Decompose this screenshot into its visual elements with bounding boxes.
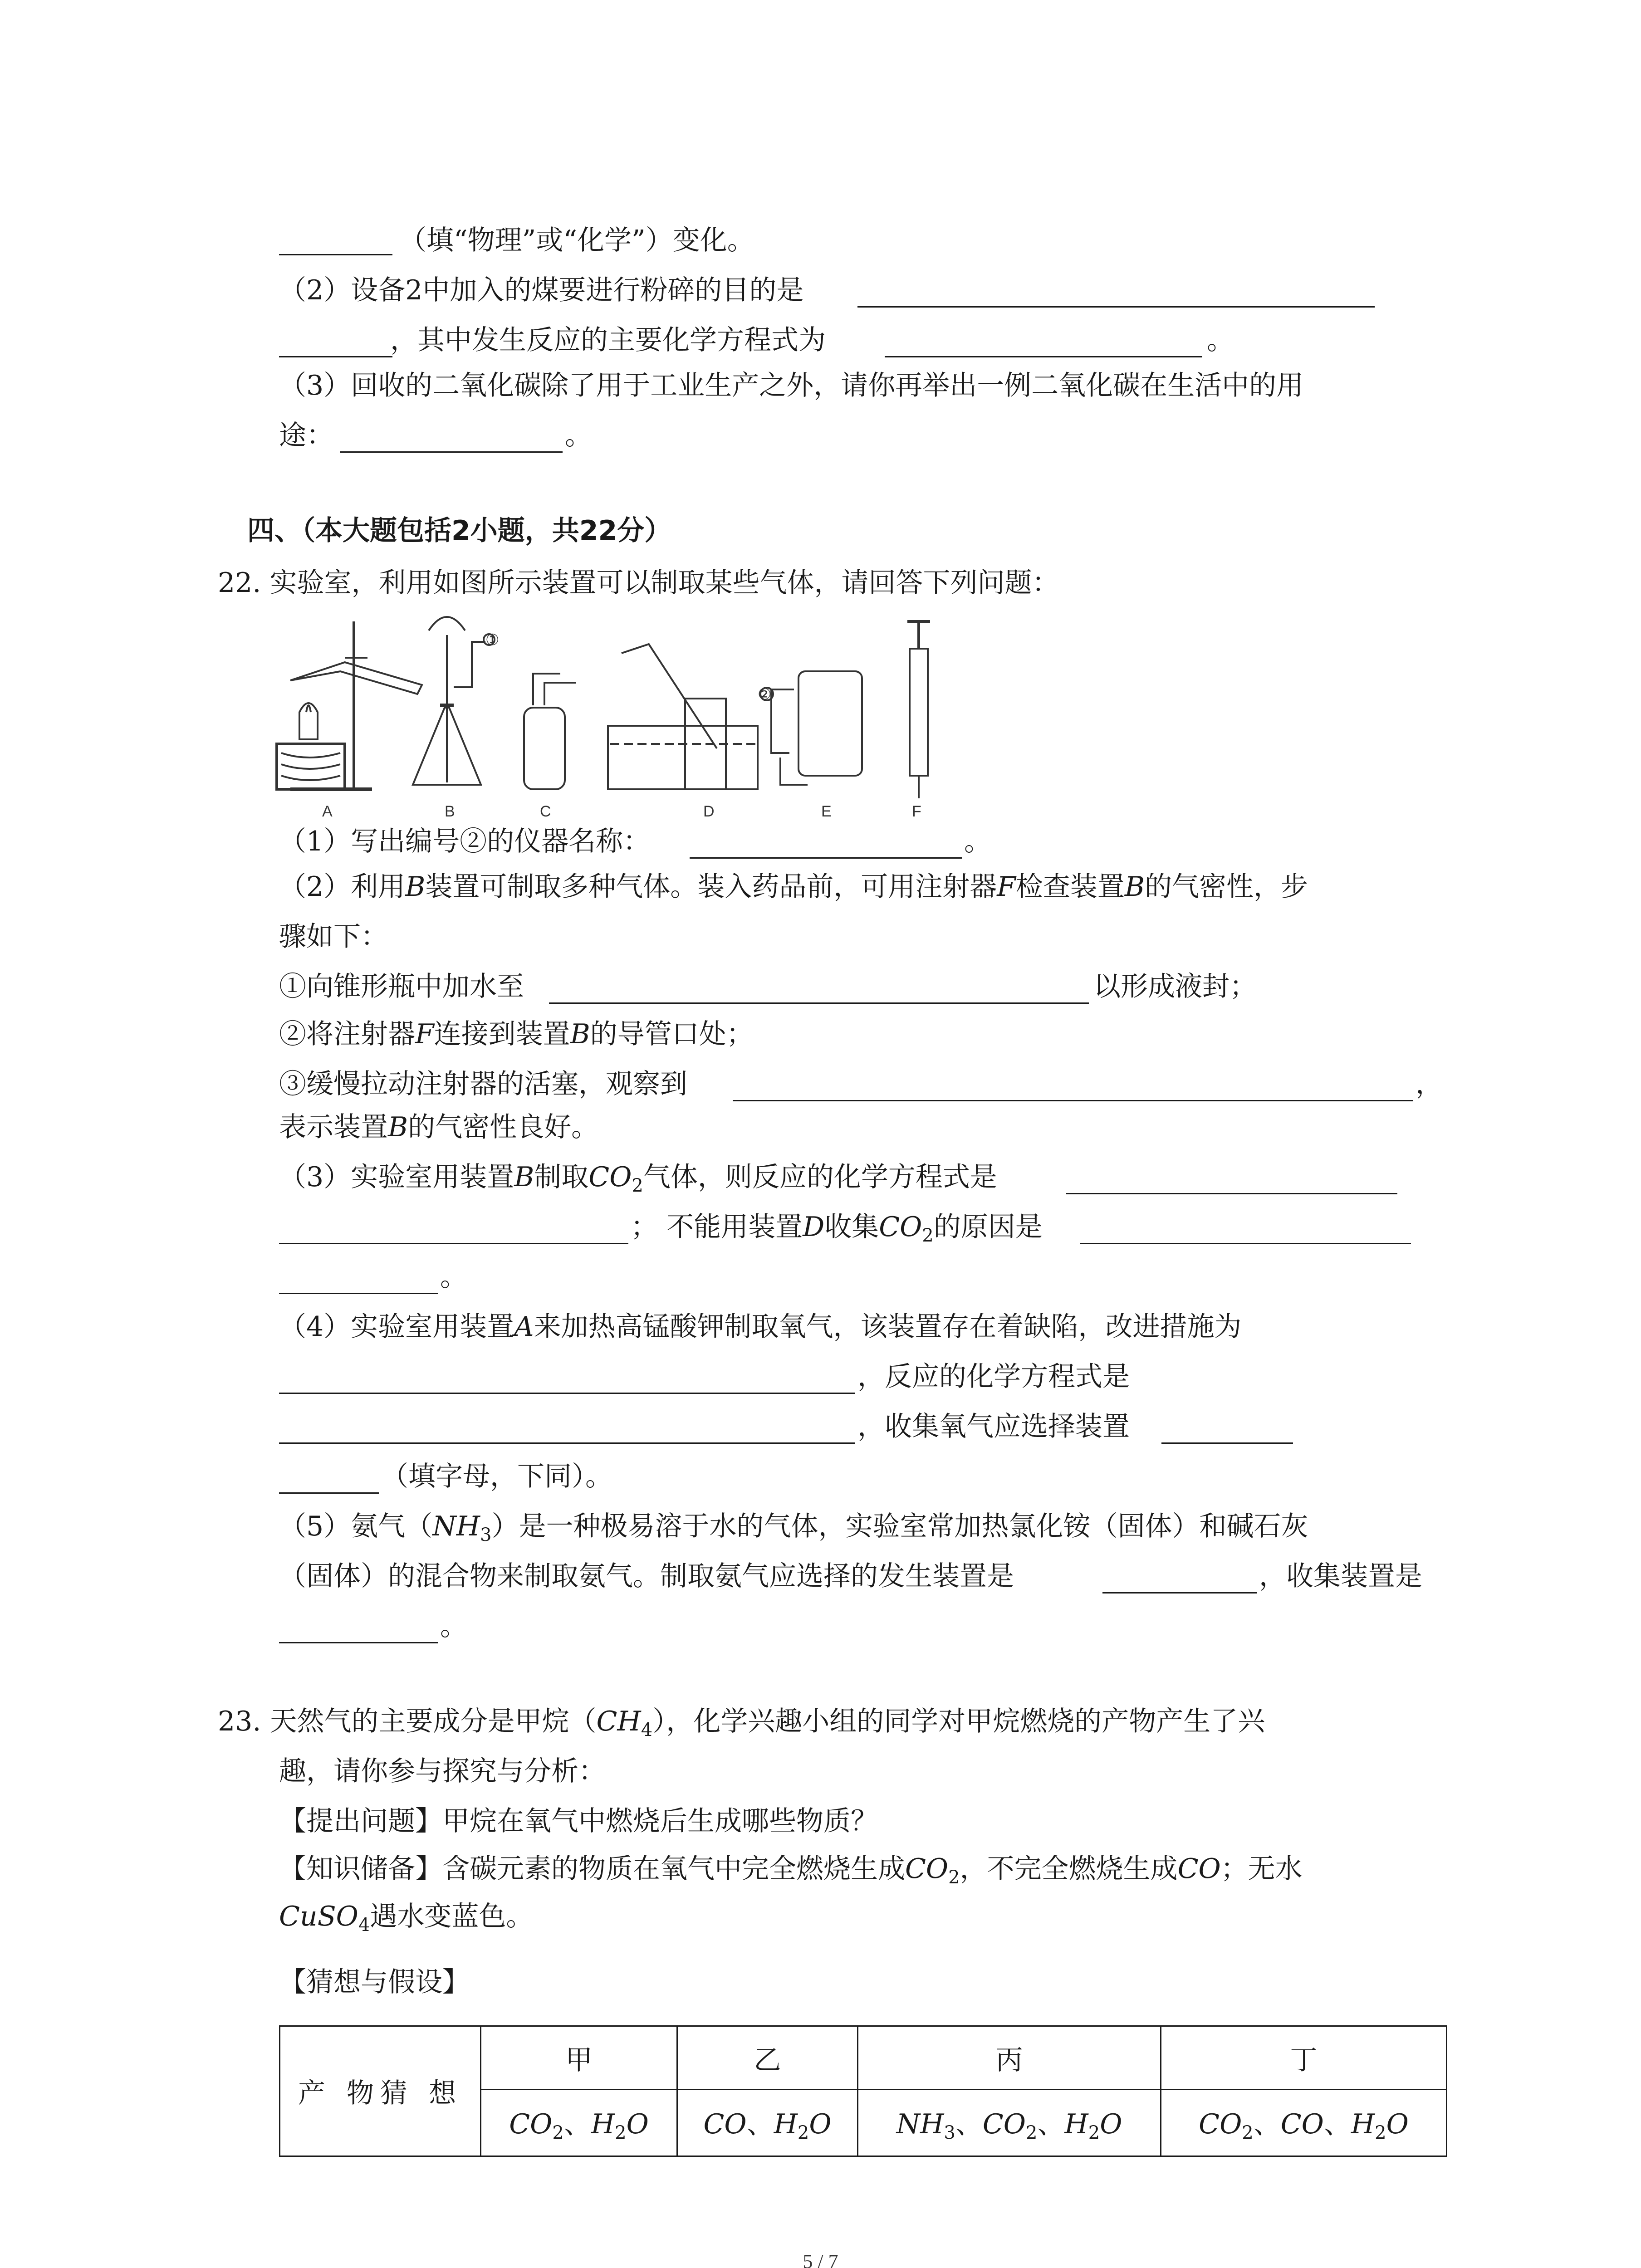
section-4-heading: 四、（本大题包括2小题，共22分） (247, 515, 672, 547)
sub: 2 (797, 2122, 809, 2144)
sym-co: CO (588, 1161, 632, 1193)
text: 的导管口处； (590, 1018, 754, 1050)
q23-stem-cont: 趣，请你参与探究与分析： (279, 1755, 606, 1787)
q22-1-prompt: （1）写出编号②的仪器名称： (279, 826, 651, 857)
q23-knowledge-cont (279, 1898, 533, 1943)
q23-stem (218, 1703, 1265, 1748)
punct: 。 (1207, 324, 1234, 356)
q22-3-blank-4[interactable] (279, 1293, 438, 1294)
text: ）是一种极易溶于水的气体，实验室常加热氯化铵（固体）和碱石灰 (491, 1510, 1308, 1542)
text: 来加热高锰酸钾制取氧气，该装置存在着缺陷，改进措施为 (534, 1311, 1242, 1343)
text: 装置可制取多种气体。装入药品前，可用注射器 (425, 871, 997, 903)
sym-o: O (1100, 2108, 1122, 2141)
sym-cu: Cu (279, 1901, 318, 1932)
punct: 。 (440, 1261, 467, 1293)
mark-2: ② (758, 686, 772, 703)
q22-3-blank-3[interactable] (1080, 1243, 1411, 1244)
sym-b: B (570, 1018, 590, 1050)
q22-4-note: （填字母，下同）。 (381, 1461, 612, 1492)
q22-3-blank-2[interactable] (279, 1243, 628, 1244)
sub: 2 (615, 2122, 627, 2144)
text: 气体，则反应的化学方程式是 (643, 1161, 997, 1193)
sym-o: O (1386, 2108, 1409, 2141)
cell-jia (481, 2090, 677, 2156)
sym-co: CO (509, 2108, 553, 2141)
text: 连接到装置 (434, 1018, 570, 1050)
q21-3-prompt-cont: 途： (279, 420, 333, 451)
punct: ， (1416, 1068, 1443, 1100)
col-header: 丙 (858, 2026, 1161, 2090)
apparatus-label-d: D (703, 803, 715, 820)
q22-3-blank-1[interactable] (1066, 1193, 1397, 1194)
sym-h: H (1351, 2108, 1375, 2141)
sub: 4 (358, 1915, 370, 1936)
sym-h: H (617, 1706, 641, 1737)
col-header: 丁 (1161, 2026, 1447, 2090)
q23-knowledge (279, 1851, 1303, 1896)
text: （2）利用 (279, 871, 406, 903)
q23-hypothesis-heading: 【猜想与假设】 (279, 1966, 470, 1998)
sym-s: S (317, 1901, 336, 1932)
sep: 、 (1253, 2108, 1281, 2141)
col-header: 乙 (677, 2026, 858, 2090)
step-1-blank[interactable] (549, 1002, 1089, 1004)
text: 制取 (534, 1161, 589, 1193)
sub: 2 (922, 1225, 934, 1246)
sub: 3 (944, 2122, 955, 2144)
apparatus-label-c: C (540, 803, 551, 820)
text: ；无水 (1220, 1853, 1303, 1885)
sym-b: B (514, 1161, 534, 1193)
sym-co: CO (1280, 2108, 1324, 2141)
sym-co: CO (905, 1853, 949, 1885)
sub: 4 (641, 1720, 653, 1740)
hypothesis-table (279, 2025, 1447, 2157)
q23-problem: 【提出问题】甲烷在氧气中燃烧后生成哪些物质？ (279, 1805, 878, 1837)
text: ②将注射器 (279, 1018, 415, 1050)
text: （3）实验室用装置 (279, 1161, 514, 1193)
sym-n: N (896, 2108, 921, 2141)
sym-n: N (432, 1510, 456, 1542)
sub: 2 (552, 2122, 564, 2144)
sep: 、 (955, 2108, 983, 2141)
q22-5-prompt (279, 1508, 1308, 1553)
sym-o: O (809, 2108, 832, 2141)
sym-h: H (456, 1510, 480, 1542)
col-header: 甲 (481, 2026, 677, 2090)
sym-co: CO (1199, 2108, 1242, 2141)
q22-2-prompt (279, 869, 1308, 905)
q22-stem: 22. 实验室，利用如图所示装置可以制取某些气体，请回答下列问题： (218, 567, 1059, 599)
sep: 、 (1037, 2108, 1065, 2141)
sym-f: F (997, 871, 1016, 903)
punct: 。 (964, 826, 991, 857)
apparatus-label-a: A (322, 803, 333, 820)
q21-2-blank-2[interactable] (279, 356, 392, 357)
q22-4-blank-3[interactable] (1161, 1442, 1293, 1444)
sub: 2 (1375, 2122, 1386, 2144)
q22-4-prompt (279, 1309, 1242, 1345)
q22-1-blank[interactable] (690, 857, 962, 859)
sym-c: C (596, 1706, 617, 1737)
sym-a: A (514, 1311, 534, 1343)
sep: 、 (1323, 2108, 1351, 2141)
sub: 2 (948, 1867, 960, 1888)
step-2 (279, 1016, 754, 1052)
q22-3-prompt (279, 1159, 997, 1204)
sep: 、 (746, 2108, 774, 2141)
step-3-blank[interactable] (733, 1100, 1413, 1101)
text: 【知识储备】含碳元素的物质在氧气中完全燃烧生成 (279, 1853, 905, 1885)
text: 遇水变蓝色。 (370, 1901, 534, 1932)
q21-text-line-1: （填“物理”或“化学”）变化。 (399, 225, 754, 256)
q22-5-collect-prompt: ，收集装置是 (1259, 1560, 1422, 1592)
q22-4-blank-2[interactable] (279, 1442, 855, 1444)
cell-yi (677, 2090, 858, 2156)
sym-h: H (920, 2108, 944, 2141)
sym-co: CO (982, 2108, 1026, 2141)
text: 的原因是 (933, 1211, 1043, 1243)
text: 23. 天然气的主要成分是甲烷（ (218, 1706, 597, 1737)
text: 收集 (824, 1211, 879, 1243)
text: ），化学兴趣小组的同学对甲烷燃烧的产物产生了兴 (652, 1706, 1265, 1737)
text: （4）实验室用装置 (279, 1311, 514, 1343)
q21-2-blank-3[interactable] (885, 356, 1202, 357)
sym-h: H (591, 2108, 615, 2141)
q22-4-collect-prompt: ，收集氧气应选择装置 (857, 1411, 1130, 1442)
q22-5-prompt-cont: （固体）的混合物来制取氨气。制取氨气应选择的发生装置是 (279, 1560, 1014, 1592)
q21-2-equation-prompt: ，其中发生反应的主要化学方程式为 (390, 324, 826, 356)
step-3-cont (279, 1109, 598, 1145)
sym-b: B (405, 871, 426, 903)
cell-bing (858, 2090, 1161, 2156)
q22-2-prompt-cont: 骤如下： (279, 921, 388, 953)
mark-1: ① (485, 631, 500, 649)
sym-o: O (336, 1901, 358, 1932)
q22-4-equation-prompt: ，反应的化学方程式是 (857, 1361, 1130, 1393)
sub: 2 (1088, 2122, 1100, 2144)
q21-2-prompt: （2）设备2中加入的煤要进行粉碎的目的是 (279, 274, 804, 306)
sym-h: H (1064, 2108, 1088, 2141)
sym-d: D (803, 1211, 825, 1243)
step-3: ③缓慢拉动注射器的活塞，观察到 (279, 1068, 687, 1100)
step-1: ①向锥形瓶中加水至 (279, 971, 524, 1002)
punct: 。 (440, 1610, 467, 1642)
text: ，不完全燃烧生成 (960, 1853, 1178, 1885)
sub: 3 (480, 1525, 492, 1545)
sym-h: H (774, 2108, 798, 2141)
sub: 2 (1242, 2122, 1254, 2144)
q22-3-prompt-cont (631, 1209, 1043, 1254)
sym-f: F (415, 1018, 434, 1050)
text: ； 不能用装置 (631, 1211, 803, 1243)
punct: 。 (565, 420, 592, 451)
apparatus-label-e: E (821, 803, 832, 820)
q22-5-blank-2[interactable] (279, 1642, 438, 1643)
sym-o: O (626, 2108, 649, 2141)
row-label: 产 物猜 想 (280, 2026, 481, 2156)
sym-co: CO (1177, 1853, 1221, 1885)
q22-4-blank-4[interactable] (279, 1492, 379, 1494)
sub: 2 (632, 1175, 643, 1196)
sym-co: CO (703, 2108, 747, 2141)
q22-5-blank-1[interactable] (1102, 1592, 1257, 1593)
cell-ding (1161, 2090, 1447, 2156)
sym-b: B (388, 1111, 408, 1143)
table-row (280, 2026, 1447, 2090)
lab-apparatus-figure (272, 608, 953, 821)
text: 的气密性良好。 (408, 1111, 599, 1143)
text: （5）氨气（ (279, 1510, 433, 1542)
page-number: 5 / 7 (803, 2250, 838, 2268)
apparatus-label-b: B (445, 803, 455, 820)
sym-b: B (1124, 871, 1145, 903)
apparatus-label-f: F (912, 803, 921, 820)
text: 检查装置 (1015, 871, 1125, 903)
step-1-end: 以形成液封； (1093, 971, 1257, 1002)
sym-co: CO (879, 1211, 922, 1243)
sub: 2 (1025, 2122, 1038, 2144)
text: 的气密性，步 (1145, 871, 1308, 903)
q22-4-blank-1[interactable] (279, 1393, 855, 1394)
sep: 、 (563, 2108, 591, 2141)
q21-3-prompt: （3）回收的二氧化碳除了用于工业生产之外，请你再举出一例二氧化碳在生活中的用 (279, 370, 1304, 401)
q21-3-blank[interactable] (340, 451, 563, 453)
text: 表示装置 (279, 1111, 388, 1143)
q21-2-blank-1[interactable] (857, 306, 1375, 308)
